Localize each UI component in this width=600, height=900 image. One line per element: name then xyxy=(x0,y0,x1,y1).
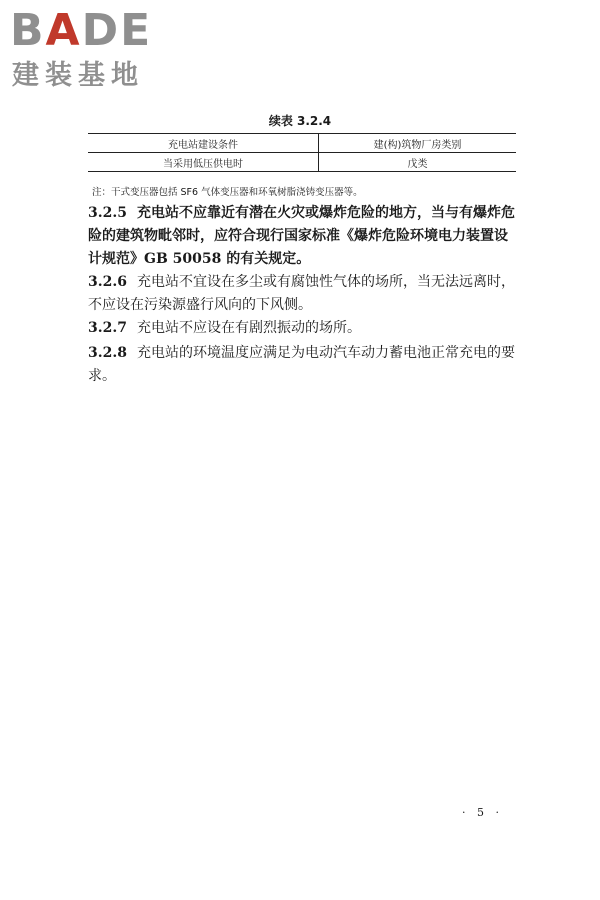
table-row xyxy=(88,153,516,172)
clause-number: 3.2.8 xyxy=(88,345,127,361)
table-cell: 当采用低压供电时 xyxy=(88,153,319,172)
logo-chinese-text: 建装基地 xyxy=(12,60,144,91)
conditions-table xyxy=(88,133,516,172)
clause-number: 3.2.6 xyxy=(88,274,127,290)
table-caption: 续表 3.2.4 xyxy=(268,114,332,128)
clause-text: 充电站不应靠近有潜在火灾或爆炸危险的地方，当与有爆炸危险的建筑物毗邻时，应符合现行国家标准《爆炸危险环境电力装置设计规范》GB 50058 的有关规定。 xyxy=(88,205,515,267)
clause-text: 充电站不应设在有剧烈振动的场所。 xyxy=(136,320,361,336)
clause-3-2-5 xyxy=(88,202,520,271)
table-cell: 戊类 xyxy=(319,153,517,172)
clause-3-2-8 xyxy=(88,342,520,388)
page-number: · 5 · xyxy=(462,806,503,819)
clause-number: 3.2.5 xyxy=(88,205,127,221)
clause-3-2-7 xyxy=(88,317,520,340)
clause-text: 充电站的环境温度应满足为电动汽车动力蓄电池正常充电的要求。 xyxy=(88,345,515,384)
bade-logo xyxy=(10,6,180,96)
table-header-cell: 充电站建设条件 xyxy=(88,134,319,153)
table-header-row xyxy=(88,134,516,153)
clause-text: 充电站不宜设在多尘或有腐蚀性气体的场所，当无法远离时，不应设在污染源盛行风向的下风侧。 xyxy=(88,274,515,313)
clause-number: 3.2.7 xyxy=(88,320,127,336)
table-header-cell: 建(构)筑物厂房类别 xyxy=(319,134,517,153)
logo-wordmark: BADE xyxy=(10,5,153,56)
clause-3-2-6 xyxy=(88,271,520,317)
table-note: 注：干式变压器包括 SF6 气体变压器和环氧树脂浇铸变压器等。 xyxy=(92,187,363,198)
